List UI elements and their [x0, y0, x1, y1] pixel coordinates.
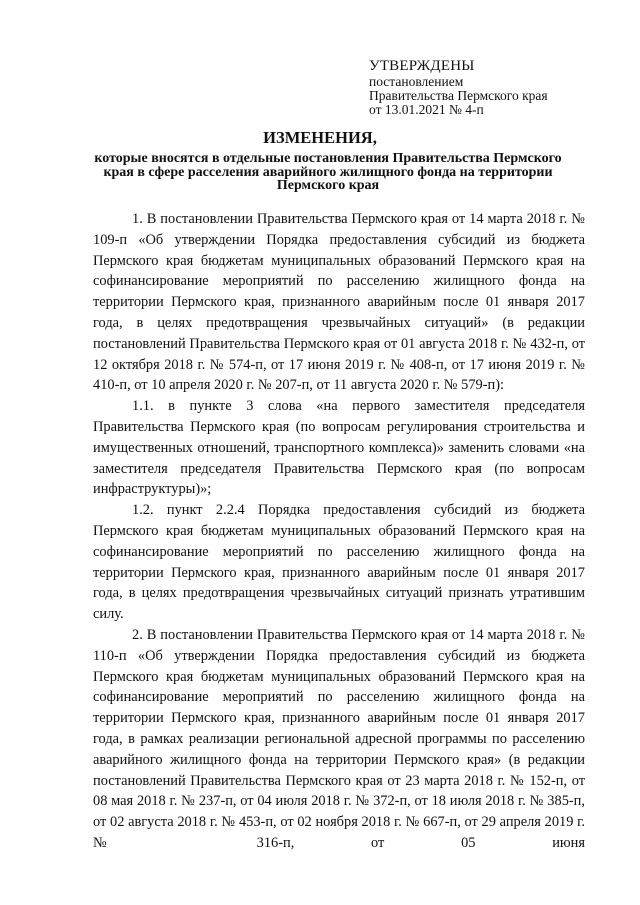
document-subtitle: которые вносятся в отдельные постановления Правительства Пермского края в сфере расселения аварийного жилищного фонда на территории Пермского края — [94, 151, 562, 193]
approval-stamp — [369, 58, 609, 117]
approval-line-3: от 13.01.2021 № 4-п — [369, 102, 484, 117]
approval-line-2: Правительства Пермского края — [369, 88, 548, 103]
paragraph-2: 2. В постановлении Правительства Пермского края от 14 марта 2018 г. № 110-п «Об утверждении Порядка предоставления субсидий из бюджета Пермского края бюджетам муниципальных образований Пермского края на софинансирование мероприятий по расселению жилищного фонда на территории Пермского края, признанного аварийным после 01 января 2017 года, в рамках реализации региональной адресной программы по расселению аварийного жилищного фонда на территории Пермского края» (в редакции постановлений Правительства Пермского края от 23 марта 2018 г. № 152-п, от 08 мая 2018 г. № 237-п, от 04 июля 2018 г. № 372-п, от 18 июля 2018 г. № 385-п, от 02 августа 2018 г. № 453-п, от 02 ноября 2018 г. № 667-п, от 29 апреля 2019 г. № 316-п, от 05 июня — [93, 626, 585, 851]
approval-line-1: постановлением — [369, 74, 464, 89]
document-title: ИЗМЕНЕНИЯ, — [263, 128, 377, 147]
paragraph-1-2: 1.2. пункт 2.2.4 Порядка предоставления субсидий из бюджета Пермского края бюджетам муниципальных образований Пермского края на софинансирование мероприятий по расселению жилищного фонда на территории Пермского края, признанного аварийным после 01 января 2017 года, в целях предотвращения чрезвычайных ситуаций признать утратившим силу. — [93, 502, 585, 623]
paragraph-1-1: 1.1. в пункте 3 слова «на первого заместителя председателя Правительства Пермского края (по вопросам регулирования строительства и имущественных отношений, транспортного комплекса)» заменить словами «на заместителя председателя Правительства Пермского края (по вопросам инфраструктуры)»; — [93, 398, 585, 498]
document-body — [93, 209, 585, 854]
paragraph-1: 1. В постановлении Правительства Пермского края от 14 марта 2018 г. № 109-п «Об утверждении Порядка предоставления субсидий из бюджета Пермского края бюджетам муниципальных образований Пермского края на софинансирование мероприятий по расселению жилищного фонда на территории Пермского края, признанного аварийным после 01 января 2017 года, в целях предотвращения чрезвычайных ситуаций» (в редакции постановлений Правительства Пермского края от 01 августа 2018 г. № 432-п, от 12 октября 2018 г. № 574-п, от 17 июня 2019 г. № 408-п, от 17 июня 2019 г. № 410-п, от 10 апреля 2020 г. № 207-п, от 11 августа 2020 г. № 579-п): — [93, 211, 585, 394]
approval-heading: УТВЕРЖДЕНЫ — [369, 58, 475, 74]
